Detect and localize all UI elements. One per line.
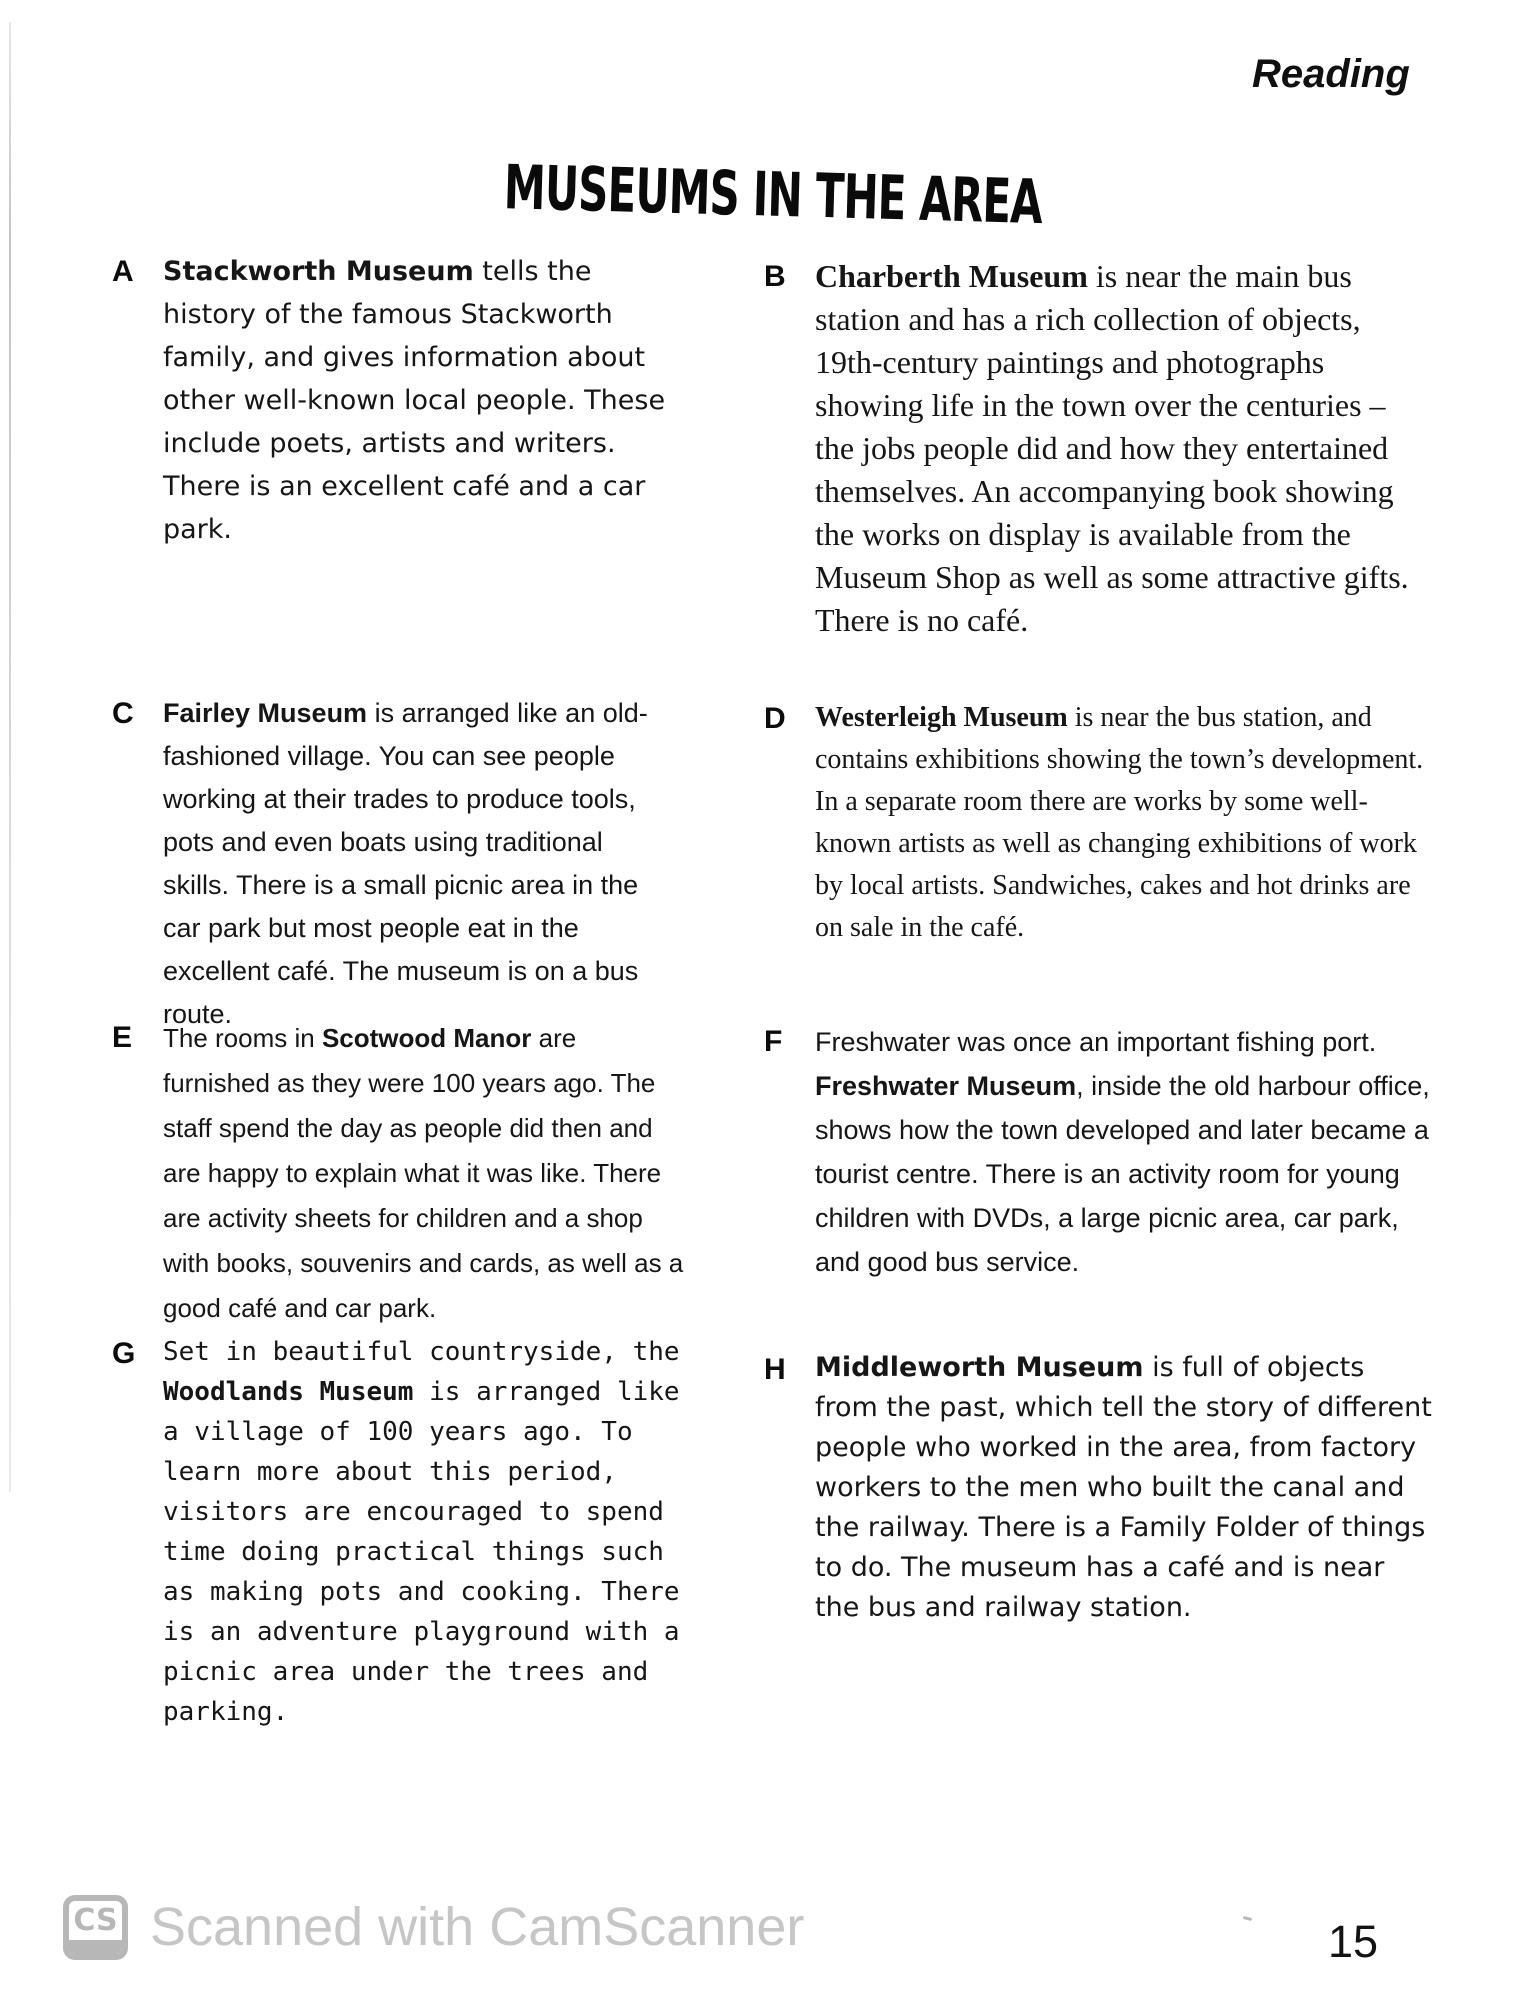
page-title: MUSEUMS IN THE AREA — [503, 152, 1043, 238]
passage-c-museum-name: Fairley Museum — [163, 698, 368, 728]
passage-c-label: C — [112, 697, 134, 730]
passage-f-text — [815, 1020, 1432, 1284]
camscanner-logo-letters: CS — [73, 1903, 118, 1938]
passage-h-museum-name: Middleworth Museum — [815, 1352, 1144, 1383]
passage-a-after: tells the history of the famous Stackworth family, and gives information about other well-known local people. These include poets, artists and writers. There is an excellent café and a car park. — [163, 256, 666, 545]
passage-f-before: Freshwater was once an important fishing port. — [815, 1027, 1377, 1057]
passage-c — [112, 692, 674, 1036]
passage-d-label: D — [764, 702, 786, 735]
passage-g-label: G — [112, 1337, 136, 1370]
passage-e-label: E — [112, 1021, 133, 1054]
camscanner-logo-icon — [63, 1895, 128, 1960]
passage-b-text — [815, 255, 1432, 642]
passage-f-museum-name: Freshwater Museum — [815, 1071, 1077, 1101]
passage-g-museum-name: Woodlands Museum — [163, 1377, 414, 1407]
camscanner-logo-bar — [69, 1940, 122, 1954]
passage-e-text — [163, 1016, 684, 1331]
passage-h-after: is full of objects from the past, which tell the story of different people who worked in the area, from factory workers to the men who built the canal and the railway. There is a Family Folder of things to do. The museum has a café and is near the bus and railway station. — [815, 1352, 1432, 1623]
page-number: 15 — [1328, 1916, 1379, 1967]
passage-e-before: The rooms in — [163, 1023, 322, 1053]
passage-g-before: Set in beautiful countryside, the — [163, 1337, 680, 1367]
passage-c-after: is arranged like an old-fashioned village. You can see people working at their trades to produce tools, pots and even boats using traditional skills. There is a small picnic area in the car park but most people eat in the excellent café. The museum is on a bus route. — [163, 698, 648, 1029]
passage-g — [112, 1332, 694, 1732]
passage-b-after: is near the main bus station and has a rich collection of objects, 19th-century paintings and photographs showing life in the town over the centuries – the jobs people did and how they entertained themselves. An accompanying book showing the works on display is available from the Museum Shop as well as some attractive gifts. There is no café. — [815, 258, 1409, 638]
passage-f-label: F — [764, 1025, 783, 1058]
passage-f-after: , inside the old harbour office, shows how the town developed and later became a tourist centre. There is an activity room for young children with DVDs, a large picnic area, car park, and good bus service. — [815, 1071, 1430, 1277]
passage-d-after: is near the bus station, and contains exhibitions showing the town’s development. In a separate room there are works by some well-known artists as well as changing exhibitions of work by local artists. Sandwiches, cakes and hot drinks are on sale in the café. — [815, 702, 1424, 943]
camscanner-watermark: Scanned with CamScanner — [150, 1897, 805, 1957]
scan-artifact-line — [9, 22, 11, 1492]
passage-b-museum-name: Charberth Museum — [815, 258, 1088, 294]
passage-e-museum-name: Scotwood Manor — [321, 1023, 532, 1053]
passage-e-after: are furnished as they were 100 years ago. The staff spend the day as people did then and are happy to explain what it was like. There are activity sheets for children and a shop with books, souvenirs and cards, as well as a good café and car park. — [163, 1023, 684, 1323]
passage-e — [112, 1016, 684, 1331]
section-header: Reading — [1252, 52, 1410, 96]
passage-a-label: A — [112, 255, 134, 288]
passage-b — [764, 255, 1432, 642]
passage-a — [112, 250, 674, 551]
passage-h-text — [815, 1348, 1432, 1628]
passage-a-text — [163, 250, 674, 551]
passage-g-after: is arranged like a village of 100 years ago. To learn more about this period, visitors are encouraged to spend time doing practical things such as making pots and cooking. There is an adventure playground with a picnic area under the trees and parking. — [163, 1377, 680, 1727]
passage-f — [764, 1020, 1432, 1284]
passage-c-text — [163, 692, 674, 1036]
passage-h — [764, 1348, 1432, 1628]
passage-g-text — [163, 1332, 694, 1732]
scan-artifact-speck — [1243, 1916, 1252, 1921]
passage-d — [764, 697, 1432, 949]
passage-a-museum-name: Stackworth Museum — [163, 256, 474, 287]
passage-h-label: H — [764, 1353, 786, 1386]
passage-d-text — [815, 697, 1432, 949]
passage-d-museum-name: Westerleigh Museum — [815, 702, 1068, 733]
passage-b-label: B — [764, 260, 786, 293]
